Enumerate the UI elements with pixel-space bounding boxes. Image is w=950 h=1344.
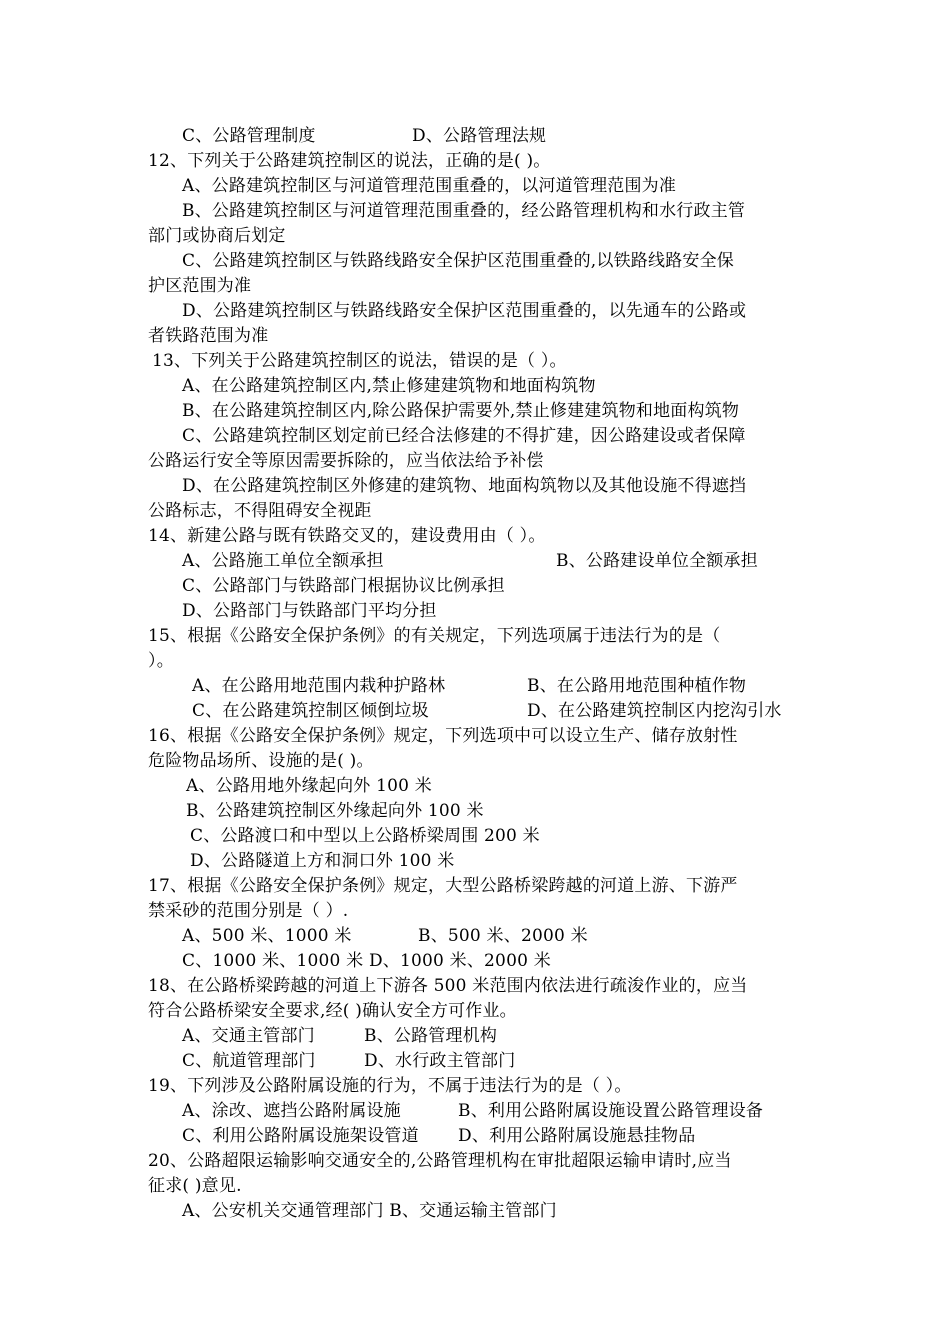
- q12-option-b: B、公路建筑控制区与河道管理范围重叠的，经公路管理机构和水行政主管: [182, 201, 746, 221]
- q17-stem: 17、根据《公路安全保护条例》规定，大型公路桥梁跨越的河道上游、下游严: [148, 876, 738, 896]
- q15-option-c: C、在公路建筑控制区倾倒垃圾: [192, 701, 429, 721]
- q12-option-b-cont: 部门或协商后划定: [148, 226, 286, 246]
- q17-option-a: A、500 米、1000 米: [182, 926, 352, 946]
- q16-option-b: B、公路建筑控制区外缘起向外 100 米: [186, 801, 484, 821]
- q13-stem: 13、下列关于公路建筑控制区的说法，错误的是（ ）。: [152, 351, 567, 371]
- q15-option-b: B、在公路用地范围种植作物: [527, 676, 747, 696]
- q14-stem: 14、新建公路与既有铁路交叉的，建设费用由（ ）。: [148, 526, 546, 546]
- q14-option-a: A、公路施工单位全额承担: [182, 551, 384, 571]
- q11-option-d: D、公路管理法规: [412, 126, 547, 146]
- q17-stem-cont: 禁采砂的范围分别是（ ）.: [148, 901, 349, 921]
- q13-option-d: D、在公路建筑控制区外修建的建筑物、地面构筑物以及其他设施不得遮挡: [182, 476, 747, 496]
- q18-option-a: A、交通主管部门: [182, 1026, 315, 1046]
- q13-option-c: C、公路建筑控制区划定前已经合法修建的不得扩建，因公路建设或者保障: [182, 426, 746, 446]
- q19-option-b: B、利用公路附属设施设置公路管理设备: [458, 1101, 764, 1121]
- q19-option-d: D、利用公路附属设施悬挂物品: [458, 1126, 696, 1146]
- q18-option-b: B、公路管理机构: [364, 1026, 498, 1046]
- q14-option-d: D、公路部门与铁路部门平均分担: [182, 601, 437, 621]
- q15-option-d: D、在公路建筑控制区内挖沟引水: [527, 701, 782, 721]
- q18-option-c: C、航道管理部门: [182, 1051, 316, 1071]
- q19-option-c: C、利用公路附属设施架设管道: [182, 1126, 419, 1146]
- q20-stem-cont: 征求( )意见.: [148, 1176, 242, 1196]
- q14-option-b: B、公路建设单位全额承担: [556, 551, 758, 571]
- q18-option-d: D、水行政主管部门: [364, 1051, 516, 1071]
- q15-stem-cont: ）。: [148, 651, 174, 671]
- q19-stem: 19、下列涉及公路附属设施的行为，不属于违法行为的是（ ）。: [148, 1076, 632, 1096]
- q16-stem: 16、根据《公路安全保护条例》规定，下列选项中可以设立生产、储存放射性: [148, 726, 738, 746]
- q13-option-a: A、在公路建筑控制区内,禁止修建建筑物和地面构筑物: [182, 376, 596, 396]
- q13-option-d-cont: 公路标志，不得阻碍安全视距: [148, 501, 372, 521]
- q15-option-a: A、在公路用地范围内栽种护路林: [192, 676, 446, 696]
- q20-option-ab: A、公安机关交通管理部门 B、交通运输主管部门: [182, 1201, 557, 1221]
- q13-option-b: B、在公路建筑控制区内,除公路保护需要外,禁止修建建筑物和地面构筑物: [182, 401, 740, 421]
- q12-option-a: A、公路建筑控制区与河道管理范围重叠的，以河道管理范围为准: [182, 176, 677, 196]
- q17-option-cd: C、1000 米、1000 米 D、1000 米、2000 米: [182, 951, 551, 971]
- q18-stem: 18、在公路桥梁跨越的河道上下游各 500 米范围内依法进行疏浚作业的，应当: [148, 976, 748, 996]
- q17-option-b: B、500 米、2000 米: [418, 926, 588, 946]
- q14-option-c: C、公路部门与铁路部门根据协议比例承担: [182, 576, 505, 596]
- q12-option-c-cont: 护区范围为准: [148, 276, 252, 296]
- q16-option-a: A、公路用地外缘起向外 100 米: [186, 776, 432, 796]
- q16-stem-cont: 危险物品场所、设施的是( )。: [148, 751, 374, 771]
- q16-option-d: D、公路隧道上方和洞口外 100 米: [190, 851, 455, 871]
- q12-stem: 12、下列关于公路建筑控制区的说法，正确的是( )。: [148, 151, 551, 171]
- q16-option-c: C、公路渡口和中型以上公路桥梁周围 200 米: [190, 826, 540, 846]
- q12-option-c: C、公路建筑控制区与铁路线路安全保护区范围重叠的,以铁路线路安全保: [182, 251, 735, 271]
- q11-option-c: C、公路管理制度: [182, 126, 316, 146]
- q19-option-a: A、涂改、遮挡公路附属设施: [182, 1101, 401, 1121]
- q15-stem: 15、根据《公路安全保护条例》的有关规定，下列选项属于违法行为的是（: [148, 626, 721, 646]
- q20-stem: 20、公路超限运输影响交通安全的,公路管理机构在审批超限运输申请时,应当: [148, 1151, 732, 1171]
- q13-option-c-cont: 公路运行安全等原因需要拆除的，应当依法给予补偿: [148, 451, 544, 471]
- q12-option-d-cont: 者铁路范围为准: [148, 326, 269, 346]
- q12-option-d: D、公路建筑控制区与铁路线路安全保护区范围重叠的，以先通车的公路或: [182, 301, 747, 321]
- q18-stem-cont: 符合公路桥梁安全要求,经( )确认安全方可作业。: [148, 1001, 517, 1021]
